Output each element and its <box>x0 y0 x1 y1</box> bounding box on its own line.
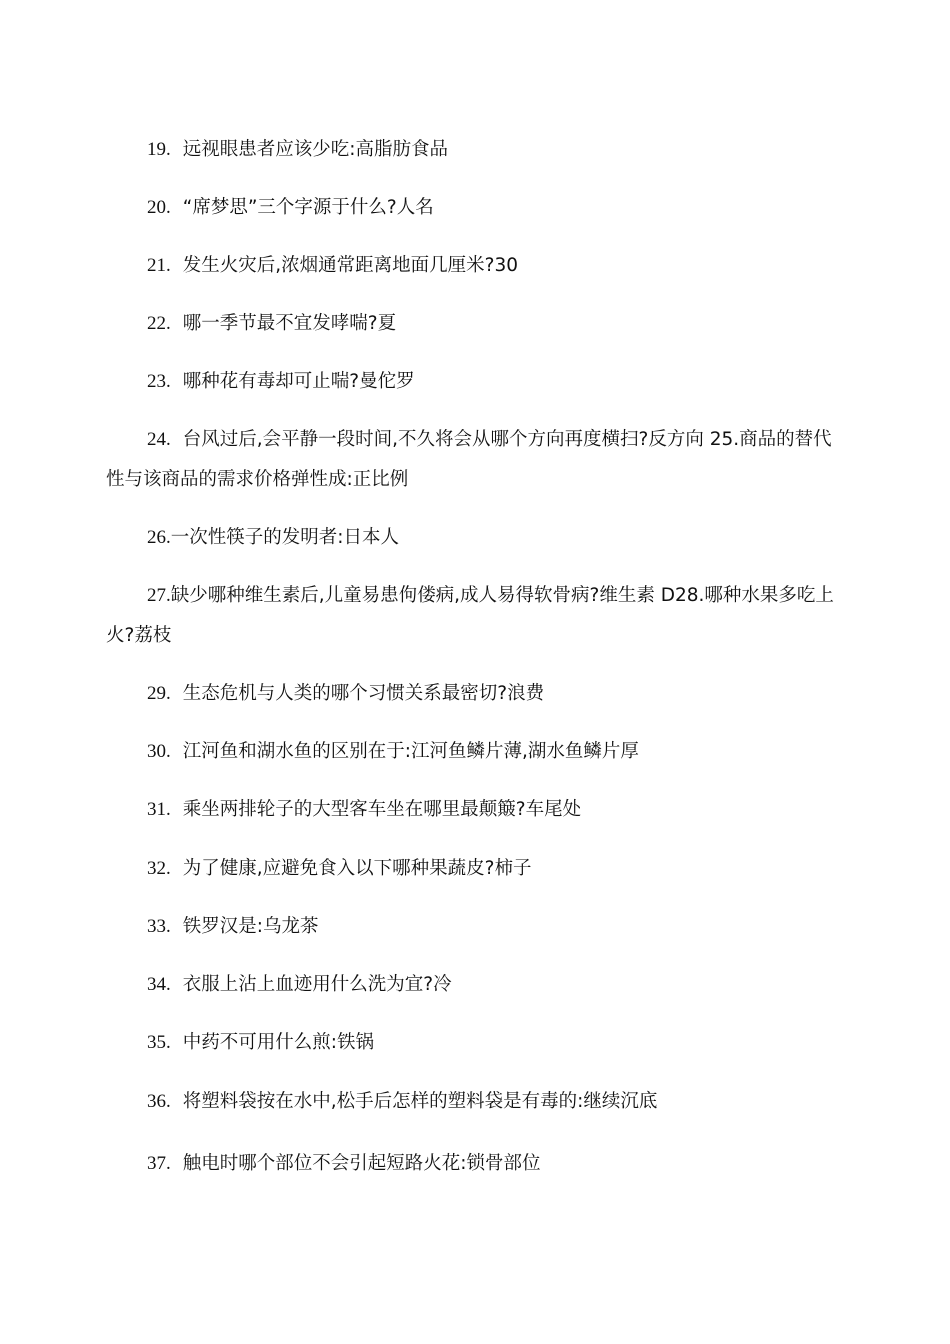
list-item <box>106 1023 846 1063</box>
item-number: 30. <box>147 741 171 762</box>
list-item <box>106 790 846 830</box>
item-number: 36. <box>147 1091 171 1112</box>
list-item <box>106 732 846 772</box>
list-item <box>106 130 846 170</box>
item-number: 31. <box>147 799 171 820</box>
item-number: 19. <box>147 139 171 160</box>
item-number: 32. <box>147 858 171 879</box>
item-text: 江河鱼和湖水鱼的区别在于:江河鱼鳞片薄,湖水鱼鳞片厚 <box>182 741 639 762</box>
list-item <box>106 849 846 889</box>
list-item <box>106 188 846 228</box>
item-text: 为了健康,应避免食入以下哪种果蔬皮?柿子 <box>182 858 532 879</box>
item-number: 21. <box>147 255 171 276</box>
list-item <box>106 246 846 286</box>
list-item <box>106 420 846 500</box>
item-number: 33. <box>147 916 171 937</box>
item-text: 衣服上沾上血迹用什么洗为宜?冷 <box>182 974 452 995</box>
item-text: 哪一季节最不宜发哮喘?夏 <box>182 313 397 334</box>
item-text: 将塑料袋按在水中,松手后怎样的塑料袋是有毒的:继续沉底 <box>182 1091 658 1112</box>
item-number: 27. <box>147 585 171 606</box>
list-item <box>106 576 846 656</box>
list-item <box>106 674 846 714</box>
item-text: “席梦思”三个字源于什么?人名 <box>182 197 434 218</box>
item-number: 22. <box>147 313 171 334</box>
item-text: 台风过后,会平静一段时间,不久将会从哪个方向再度横扫?反方向 25.商品的替代性与该商品的需求价格弹性成:正比例 <box>106 429 832 490</box>
list-item <box>106 1082 846 1122</box>
item-number: 20. <box>147 197 171 218</box>
list-item <box>106 1144 846 1184</box>
list-item <box>106 362 846 402</box>
item-number: 37. <box>147 1153 171 1174</box>
item-number: 35. <box>147 1032 171 1053</box>
item-text: 远视眼患者应该少吃:高脂肪食品 <box>182 139 448 160</box>
item-text: 铁罗汉是:乌龙茶 <box>182 916 319 937</box>
item-number: 29. <box>147 683 171 704</box>
item-number: 24. <box>147 429 171 450</box>
item-text: 发生火灾后,浓烟通常距离地面几厘米?30 <box>182 255 518 276</box>
item-number: 34. <box>147 974 171 995</box>
item-text: 中药不可用什么煎:铁锅 <box>182 1032 374 1053</box>
item-text: 生态危机与人类的哪个习惯关系最密切?浪费 <box>182 683 545 704</box>
item-text: 缺少哪种维生素后,儿童易患佝偻病,成人易得软骨病?维生素 D28.哪种水果多吃上火?荔枝 <box>106 585 834 646</box>
item-text: 一次性筷子的发明者:日本人 <box>170 527 399 548</box>
list-item <box>106 304 846 344</box>
item-text: 乘坐两排轮子的大型客车坐在哪里最颠簸?车尾处 <box>182 799 582 820</box>
list-item <box>106 907 846 947</box>
item-number: 26. <box>147 527 171 548</box>
item-text: 触电时哪个部位不会引起短路火花:锁骨部位 <box>182 1153 541 1174</box>
item-number: 23. <box>147 371 171 392</box>
list-item <box>106 965 846 1005</box>
item-text: 哪种花有毒却可止喘?曼佗罗 <box>182 371 415 392</box>
list-item <box>106 518 846 558</box>
